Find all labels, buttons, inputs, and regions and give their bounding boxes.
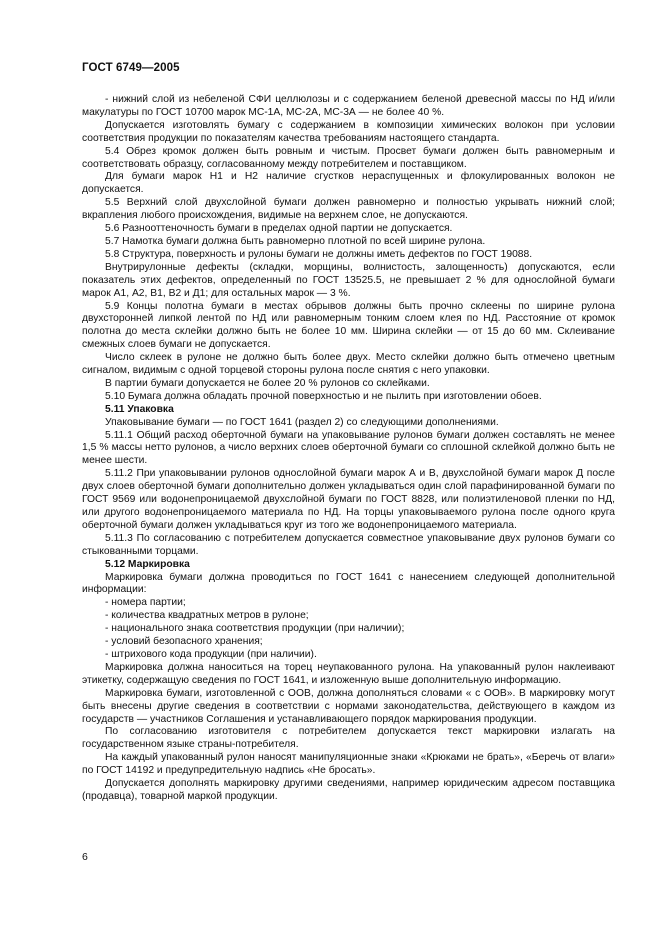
paragraph: 5.7 Намотка бумаги должна быть равномерно плотной по всей ширине рулона. [105, 235, 486, 247]
paragraph: 5.5 Верхний слой двухслойной бумаги должен равномерно и полностью укрывать нижний слой; вкрапления любого происхождения, видимые на верхнем слое, не допускаются. [82, 197, 615, 222]
list-item: - количества квадратных метров в рулоне; [105, 610, 309, 622]
paragraph: 5.11.2 При упаковывании рулонов однослойной бумаги марок А и В, двухслойной бумаги марок Д после двух слоев оберточной бумаги дополнительно должен укладываться один слой парафинированной бумаги по ГОСТ 9569 или водонепроницаемой двухслойной бумаги по ГОСТ 8828, или полиэтиленовой пленки по НД, или другого водонепроницаемого материала по НД. На торцы упаковываемого рулона после одного круга оберточной бумаги должен укладываться круг из того же водонепроницаемого материала. [82, 468, 615, 531]
paragraph: 5.9 Концы полотна бумаги в местах обрывов должны быть прочно склеены по ширине рулона двухсторонней липкой лентой по НД или равномерным тонким слоем клея по НД. Расстояние от кромок полотна до места склейки должно быть не более 10 мм. Ширина склейки — от 15 до 60 мм. Склеивание смежных слоев бумаги не допускается. [82, 300, 615, 351]
page-number: 6 [82, 851, 88, 863]
paragraph: Маркировка должна наноситься на торец неупакованного рулона. На упакованный рулон наклеивают этикетку, содержащую сведения по ГОСТ 1641, и изложенную выше дополнительную информацию. [82, 661, 615, 686]
paragraph: Упаковывание бумаги — по ГОСТ 1641 (раздел 2) со следующими дополнениями. [105, 416, 499, 428]
paragraph: 5.10 Бумага должна обладать прочной поверхностью и не пылить при изготовлении обоев. [105, 390, 542, 402]
list-item: - номера партии; [105, 597, 186, 609]
paragraph: 5.6 Разнооттеночность бумаги в пределах одной партии не допускается. [105, 223, 453, 235]
paragraph: Допускается изготовлять бумагу с содержанием в композиции химических волокон при условии соответствия продукции по показателям качества требованиям настоящего стандарта. [82, 119, 615, 144]
list-item: - национального знака соответствия продукции (при наличии); [105, 623, 405, 635]
paragraph: 5.4 Обрез кромок должен быть ровным и чистым. Просвет бумаги должен быть равномерным и соответствовать образцу, согласованному между потребителем и поставщиком. [82, 145, 615, 170]
paragraph: Число склеек в рулоне не должно быть более двух. Место склейки должно быть отмечено цветным сигналом, видимым с одной торцевой стороны рулона после снятия с него упаковки. [82, 352, 615, 377]
paragraph: Маркировка бумаги должна проводиться по ГОСТ 1641 с нанесением следующей дополнительной информации: [82, 571, 615, 596]
list-item: - штрихового кода продукции (при наличии). [105, 648, 317, 660]
section-heading-packing: 5.11 Упаковка [105, 403, 174, 415]
paragraph: Внутрирулонные дефекты (складки, морщины, волнистость, залощенность) допускаются, если показатель этих дефектов, определенный по ГОСТ 13525.5, не превышает 2 % для однослойной бумаги марок А1, А2, В1, В2 и Д1; для остальных марок — 3 %. [82, 261, 615, 299]
paragraph: На каждый упакованный рулон наносят манипуляционные знаки «Крюками не брать», «Беречь от влаги» по ГОСТ 14192 и предупредительную надпись «Не бросать». [82, 752, 615, 777]
paragraph: Допускается дополнять маркировку другими сведениями, например юридическим адресом поставщика (продавца), товарной маркой продукции. [82, 778, 615, 802]
paragraph: 5.11.1 Общий расход оберточной бумаги на упаковывание рулонов бумаги должен составлять не менее 1,5 % массы нетто рулонов, а число верхних слоев оберточной бумаги со сплошной склейкой должно быть не менее шести. [82, 429, 615, 467]
document-header: ГОСТ 6749—2005 [82, 62, 180, 74]
paragraph: 5.11.3 По согласованию с потребителем допускается совместное упаковывание двух рулонов бумаги со стыкованными торцами. [82, 532, 615, 557]
list-item: - условий безопасного хранения; [105, 636, 263, 648]
paragraph: В партии бумаги допускается не более 20 % рулонов со склейками. [105, 377, 430, 389]
section-heading-marking: 5.12 Маркировка [105, 558, 190, 570]
document-body [82, 94, 615, 804]
paragraph: - нижний слой из небеленой СФИ целлюлозы и с содержанием беленой древесной массы по НД и/или макулатуры по ГОСТ 10700 марок МС-1А, МС-2А, МС-3А — не более 40 %. [82, 94, 615, 118]
paragraph: По согласованию изготовителя с потребителем допускается текст маркировки излагать на государственном языке страны-потребителя. [82, 726, 615, 751]
paragraph: Маркировка бумаги, изготовленной с ООВ, должна дополняться словами « с ООВ». В маркировку могут быть внесены другие сведения в соответствии с нормами законодательства, действующего в каждом из государств — участников Соглашения и устанавливающего порядок маркирования продукции. [82, 687, 615, 725]
paragraph: 5.8 Структура, поверхность и рулоны бумаги не должны иметь дефектов по ГОСТ 19088. [105, 248, 533, 260]
paragraph: Для бумаги марок Н1 и Н2 наличие сгустков нераспущенных и флокулированных волокон не допускается. [82, 171, 615, 196]
